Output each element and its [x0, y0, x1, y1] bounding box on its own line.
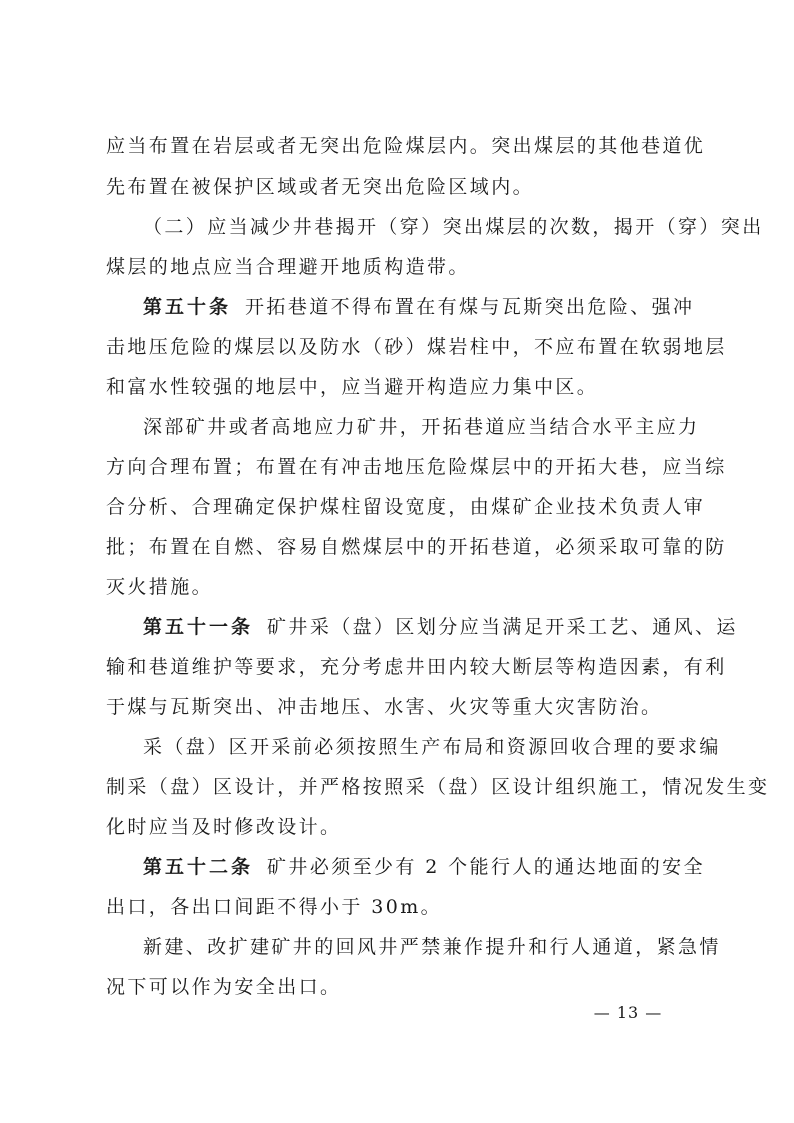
body-line: 方向合理布置；布置在有冲击地压危险煤层中的开拓大巷，应当综	[106, 456, 727, 478]
body-line: 合分析、合理确定保护煤柱留设宽度，由煤矿企业技术负责人审	[106, 496, 706, 518]
body-line: （二）应当减少井巷揭开（穿）突出煤层的次数，揭开（穿）突出	[143, 216, 764, 238]
article-50-first-line	[143, 295, 695, 319]
page-number: — 13 —	[593, 1003, 663, 1022]
body-line: 出口，各出口间距不得小于 30m。	[106, 896, 443, 918]
body-line: 击地压危险的煤层以及防水（砂）煤岩柱中，不应布置在软弱地层	[106, 336, 727, 358]
body-line: 煤层的地点应当合理避开地质构造带。	[106, 256, 470, 278]
article-heading: 第五十一条	[143, 616, 254, 638]
article-52-first-line	[143, 855, 705, 879]
body-line: 深部矿井或者高地应力矿井，开拓巷道应当结合水平主应力	[143, 416, 700, 438]
body-line: 况下可以作为安全出口。	[106, 976, 342, 998]
body-line: 批；布置在自燃、容易自燃煤层中的开拓巷道，必须采取可靠的防	[106, 536, 727, 558]
body-line: 灭火措施。	[106, 576, 214, 598]
body-line: 制采（盘）区设计，并严格按照采（盘）区设计组织施工，情况发生变	[106, 776, 770, 798]
body-text: 开拓巷道不得布置在有煤与瓦斯突出危险、强冲	[245, 296, 695, 318]
body-line: 应当布置在岩层或者无突出危险煤层内。突出煤层的其他巷道优	[106, 135, 706, 157]
body-line: 新建、改扩建矿井的回风井严禁兼作提升和行人通道，紧急情	[143, 936, 721, 958]
body-line: 于煤与瓦斯突出、冲击地压、水害、火灾等重大灾害防治。	[106, 696, 663, 718]
article-heading: 第五十二条	[143, 856, 254, 878]
body-line: 输和巷道维护等要求，充分考虑井田内较大断层等构造因素，有利	[106, 656, 727, 678]
body-line: 采（盘）区开采前必须按照生产布局和资源回收合理的要求编	[143, 736, 721, 758]
body-text: 矿井必须至少有 2 个能行人的通达地面的安全	[267, 856, 705, 878]
body-line: 先布置在被保护区域或者无突出危险区域内。	[106, 176, 535, 198]
article-51-first-line	[143, 615, 738, 639]
body-line: 和富水性较强的地层中，应当避开构造应力集中区。	[106, 376, 599, 398]
article-heading: 第五十条	[143, 296, 232, 318]
body-line: 化时应当及时修改设计。	[106, 816, 342, 838]
body-text: 矿井采（盘）区划分应当满足开采工艺、通风、运	[267, 616, 738, 638]
